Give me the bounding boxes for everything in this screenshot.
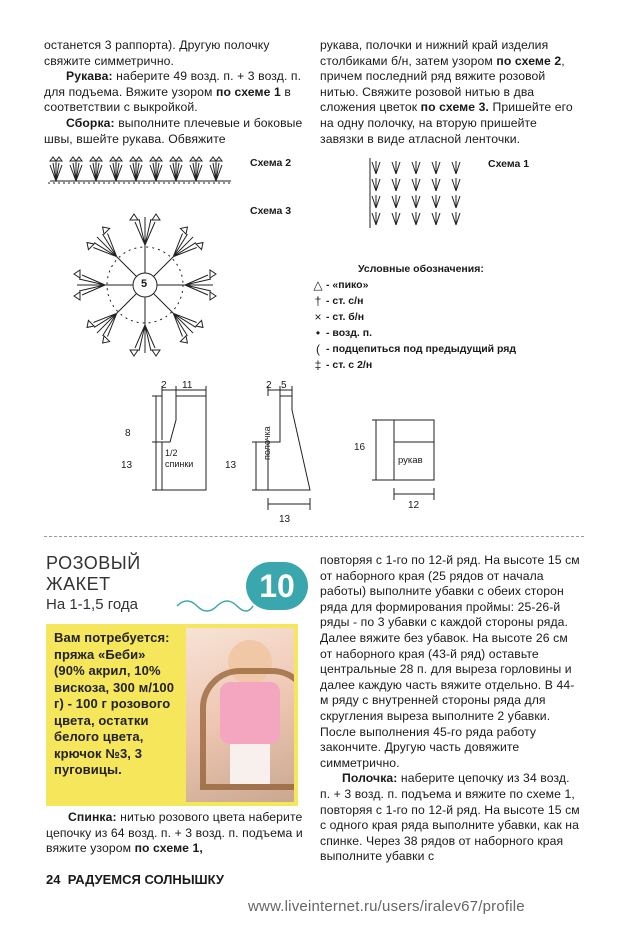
legend-item: ‡ - ст. с 2/н (310, 357, 600, 373)
page-footer (46, 872, 224, 887)
scheme-2-diagram (48, 155, 233, 187)
dim-label: 13 (225, 460, 237, 471)
scheme-1-diagram (368, 158, 468, 230)
legend-title: Условные обозначения: (358, 263, 484, 275)
legend-item: ( - подцепиться под предыдущий ряд (310, 341, 600, 357)
dim-label: 2 (266, 380, 272, 391)
sleeves-paragraph: Рукава: наберите 49 возд. п. + 3 возд. п. для подъема. Вяжите узором по схеме 1 в соответствии с выкройкой. (44, 69, 302, 115)
top-left-column (44, 38, 306, 147)
scheme-1-label: Схема 1 (488, 158, 530, 170)
divider (44, 536, 584, 537)
article-subtitle: На 1-1,5 года (46, 596, 138, 613)
article-title-line2: ЖАКЕТ (46, 574, 111, 594)
scheme-3-label: Схема 3 (250, 205, 292, 217)
chain-stitch-icon: • (315, 326, 321, 340)
top-right-column (320, 38, 582, 147)
paragraph: останется 3 раппорта). Другую полочку свяжите симметрично. (44, 38, 270, 68)
back-piece-label: 1/2 спинки (165, 448, 194, 469)
legend-item: • - возд. п. (310, 325, 600, 341)
article-title-line1: РОЗОВЫЙ (46, 553, 141, 573)
dim-label: 8 (125, 428, 131, 439)
materials-text: Вам потребуется: пряжа «Беби» (90% акрил, 10% вискоза, 300 м/100 г) - 100 г розового цвета, остатки белого цвета, крючок №3, 3 пуговицы. (54, 630, 175, 777)
watermark-url: www.liveinternet.ru/users/iralev67/profile (248, 898, 525, 915)
article-right-column: повторяя с 1-го по 12-й ряд. На высоте 15 см от наборного края (25 рядов от начала работы) выполните убавки с обеих сторон ряда для формирования проймы: 25-26-й ряды - по 3 убавки с каждой стороны ряда. Далее вяжите без убавок. На высоте 26 см от наборного края (43-й ряд) оставьте центральные 28 п. для выреза горловины и далее каждую часть вяжите отдельно. В 44-м ряду с внутренней стороны ряда для скругления выреза выполните 2 убавки. После выполнения 45-го ряда работу закончите. Другую часть довяжите симметрично. Полочка: наберите цепочку из 34 возд. п. + 3 возд. п. подъема и вяжите по схеме 1, повторяя с 1-го по 12-й ряд. На высоте 15 см с одного края ряда выполните убавки, как на спинке. Через 38 рядов от наборного края выполните убавки с (320, 553, 580, 864)
dim-label: 11 (182, 380, 193, 391)
paragraph: рукава, полочки и нижний край изделия столбиками б/н, затем узором по схеме 2, причем последний ряд вяжите розовой нитью. Свяжите розовой нитью в два сложения цветок по схеме 3. Пришейте его на одну полочку, на вторую пришейте завязки в виде атласной ленточки. (320, 38, 573, 146)
scheme-2-label: Схема 2 (250, 157, 292, 169)
double-crochet-icon: † (314, 294, 322, 308)
baby-photo (186, 628, 294, 802)
legend-item: △ - «пико» (310, 277, 600, 293)
article-number-badge: 10 (246, 562, 308, 610)
pico-icon: △ (313, 278, 323, 292)
legend-item: × - ст. б/н (310, 309, 600, 325)
dim-label: 13 (121, 460, 133, 471)
scheme-3-center: 5 (141, 278, 148, 290)
dim-label: 2 (161, 380, 167, 391)
single-crochet-icon: × (314, 310, 322, 324)
back-paragraph: Спинка: нитью розового цвета наберите цепочку из 64 возд. п. + 3 возд. п. подъема и вяжите узором по схеме 1, (46, 810, 303, 856)
dim-label: 16 (354, 442, 366, 453)
legend (310, 263, 600, 373)
page-number: 24 (46, 872, 61, 887)
dim-label: 12 (408, 500, 420, 511)
magazine-name: РАДУЕМСЯ СОЛНЫШКУ (67, 872, 224, 887)
sleeve-piece-label: рукав (398, 455, 423, 466)
hook-under-icon: ( (316, 342, 320, 356)
dim-label: 5 (281, 380, 287, 391)
treble-crochet-icon: ‡ (314, 358, 322, 372)
legend-item: † - ст. с/н (310, 293, 600, 309)
materials-box (46, 624, 298, 806)
dim-label: 13 (279, 514, 291, 525)
assembly-paragraph: Сборка: выполните плечевые и боковые швы, вшейте рукава. Обвяжите (44, 115, 303, 146)
front-piece-label: полочка (262, 426, 272, 460)
decorative-swirl-icon (175, 596, 255, 616)
